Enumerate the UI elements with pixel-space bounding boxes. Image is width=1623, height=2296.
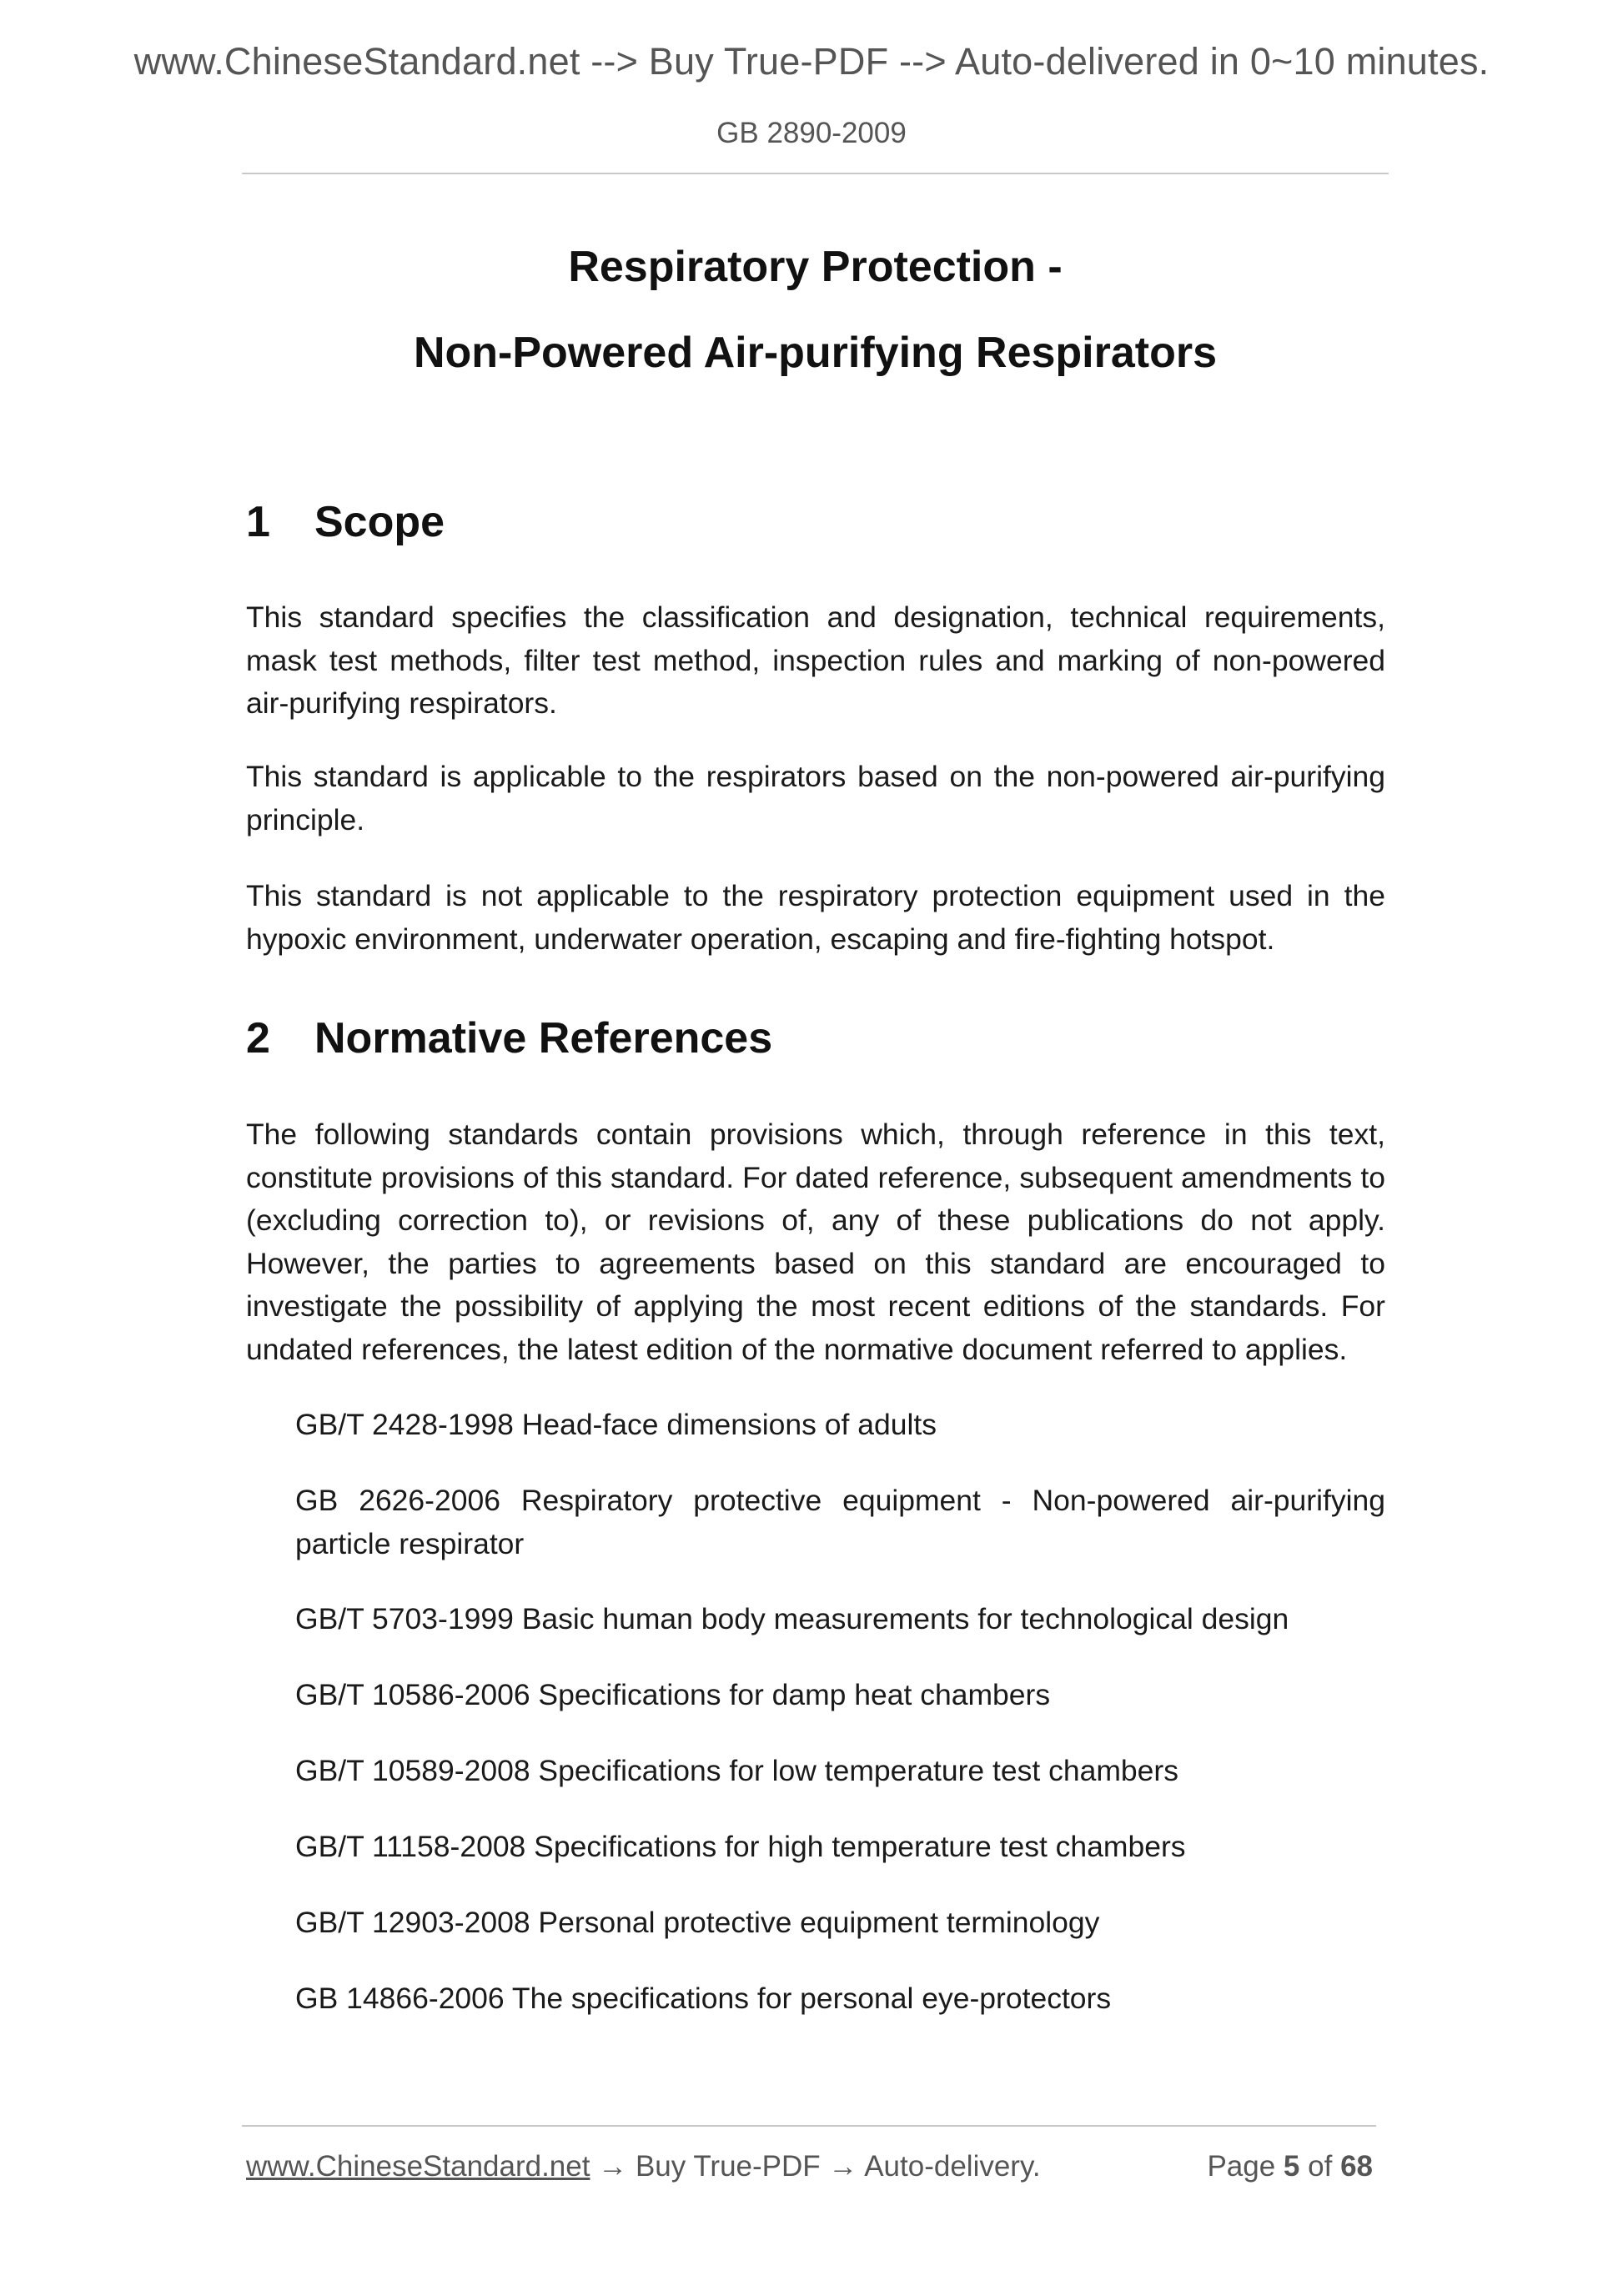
reference-item: GB/T 11158-2008 Specifications for high temperature test chambers [295,1830,1186,1863]
reference-item: GB 14866-2006 The specifications for personal eye-protectors [295,1982,1112,2015]
page-label: Page [1207,2150,1276,2183]
footer-buy-text: Buy True-PDF [635,2150,821,2183]
footer-delivery-text: Auto-delivery. [864,2150,1041,2183]
document-title-line-1: Respiratory Protection - [568,243,1063,291]
current-page-number: 5 [1283,2150,1300,2183]
page-indicator [1207,2150,1373,2183]
section-1-heading [246,497,445,547]
header-divider [242,173,1389,174]
footer-divider [242,2125,1376,2127]
total-pages: 68 [1340,2150,1373,2183]
reference-item: GB/T 10586-2006 Specifications for damp heat chambers [295,1678,1051,1711]
scope-paragraph-3: This standard is not applicable to the respiratory protection equipment used in the hypoxic environment, underwater operation, escaping and fire-fighting hotspot. [246,879,1385,956]
reference-item: GB/T 12903-2008 Personal protective equipment terminology [295,1906,1100,1939]
scope-paragraph-1: This standard specifies the classification and designation, technical requirements, mask test methods, filter test method, inspection rules and marking of non-powered air-purifying respirators. [246,600,1385,720]
document-title-line-2: Non-Powered Air-purifying Respirators [413,329,1218,377]
section-1-number: 1 [246,498,270,546]
reference-item: GB 2626-2006 Respiratory protective equipment - Non-powered air-purifying particle respirator [295,1484,1385,1560]
footer-site-link[interactable]: www.ChineseStandard.net [246,2150,590,2183]
reference-item: GB/T 10589-2008 Specifications for low temperature test chambers [295,1754,1178,1787]
of-label: of [1308,2150,1333,2183]
footer-left [246,2150,1041,2183]
reference-item: GB/T 5703-1999 Basic human body measurements for technological design [295,1602,1289,1635]
top-banner[interactable]: www.ChineseStandard.net --> Buy True-PDF --> Auto-delivered in 0~10 minutes. [133,40,1490,83]
arrow-right-icon: → [828,2150,858,2183]
references-intro: The following standards contain provisions which, through reference in this text, constitute provisions of this standard. For dated reference, subsequent amendments to (excluding correction to), or revisions of, any of these publications do not apply. However, the parties to agreements based on this standard are encouraged to investigate the possibility of applying the most recent editions of the standards. For undated references, the latest edition of the normative document referred to applies. [246,1118,1385,1366]
section-2-number: 2 [246,1014,270,1063]
arrow-right-icon: → [598,2150,628,2183]
reference-item: GB/T 2428-1998 Head-face dimensions of adults [295,1408,937,1441]
document-code: GB 2890-2009 [716,117,907,149]
section-2-heading [246,1013,772,1063]
section-2-title: Normative References [314,1014,773,1063]
section-1-title: Scope [314,498,445,546]
scope-paragraph-2: This standard is applicable to the respirators based on the non-powered air-purifying principle. [246,760,1385,837]
